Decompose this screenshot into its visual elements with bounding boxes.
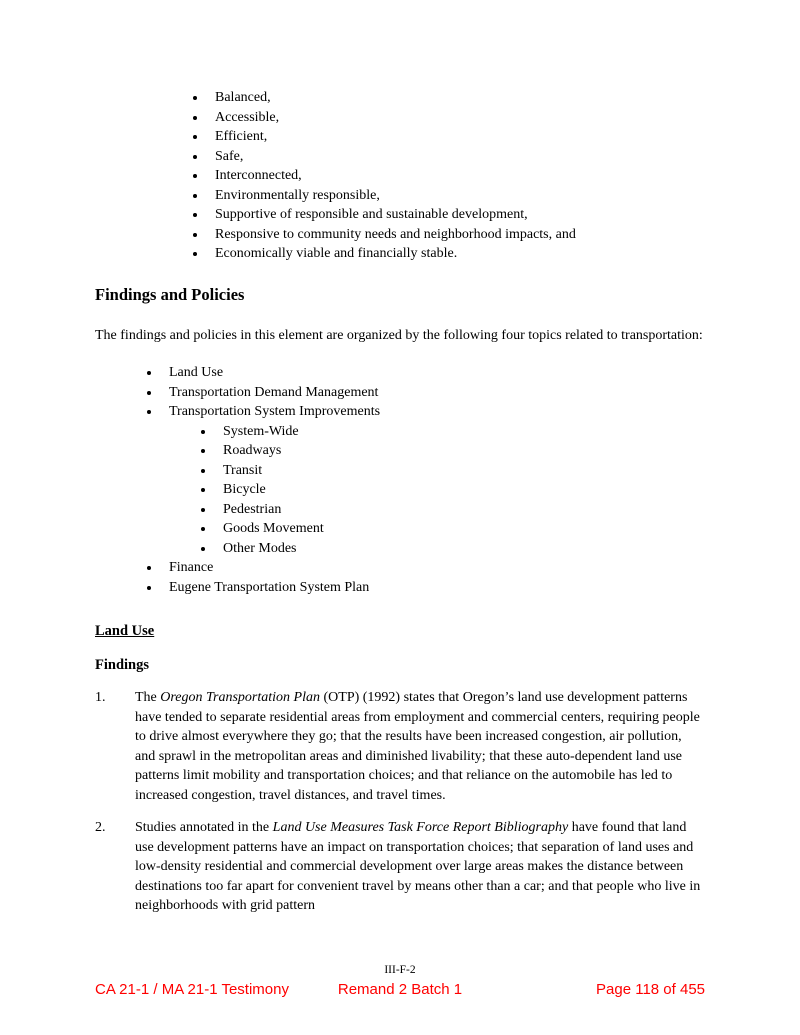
topics-list [95,363,705,597]
list-item: • Economically viable and financially stable. [207,244,705,264]
subtopic-item: • Pedestrian [215,500,705,520]
land-use-heading: Land Use [95,623,155,639]
finding-item-1 [95,688,705,805]
page-footer [95,963,705,999]
values-list [95,88,705,264]
finding-text-post: have found that land use development patterns have an impact on transportation choices; that separation of land uses and low-density residential and commercial development over large areas makes the distance between destinations too far apart for convenient travel by means other than a car; and that people who live in neighborhoods with grid pattern [135,820,701,913]
list-item: • Responsive to community needs and neighborhood impacts, and [207,225,705,245]
list-item: • Supportive of responsible and sustainable development, [207,205,705,225]
findings-and-policies-heading: Findings and Policies [95,284,245,304]
subtopic-item: • Other Modes [215,539,705,559]
finding-text-italic: Oregon Transportation Plan [160,690,320,705]
finding-number: 1. [95,690,106,705]
topic-label: Transportation System Improvements [169,404,381,419]
finding-text-italic: Land Use Measures Task Force Report Bibliography [272,820,569,835]
topic-item: • Transportation Demand Management [161,383,705,403]
subtopic-item: • Transit [215,461,705,481]
subtopic-item: • Bicycle [215,480,705,500]
finding-text [135,818,705,916]
list-item: • Accessible, [207,108,705,128]
finding-text-pre: Studies annotated in the [135,820,273,835]
list-item: • Efficient, [207,127,705,147]
finding-text-post: (OTP) (1992) states that Oregon’s land use development patterns have tended to separate residential areas from employment and commercial centers, requiring people to drive almost everywhere they go; that the results have been increased congestion, air pollution, and sprawl in the metropolitan areas and diminished livability; that these auto-dependent land use patterns limit mobility and transportation choices; and that reliance on the automobile has led to increased congestion, travel distances, and travel times. [135,690,700,803]
subtopic-item: • Roadways [215,441,705,461]
finding-text [135,688,705,805]
topic-item: • Eugene Transportation System Plan [161,578,705,598]
topic-item [161,402,705,558]
stamp-batch-label: Remand 2 Batch 1 [337,981,463,998]
page-number: III-F-2 [384,964,416,976]
subtopics-list [169,422,705,559]
finding-text-pre: The [135,690,161,705]
stamp-testimony-label: CA 21-1 / MA 21-1 Testimony [95,981,289,998]
bates-stamp-row [95,981,705,999]
intro-paragraph: The findings and policies in this element are organized by the following four topics related to transportation: [95,327,703,343]
list-item: • Safe, [207,147,705,167]
topic-item: • Land Use [161,363,705,383]
list-item: • Environmentally responsible, [207,186,705,206]
finding-item-2 [95,818,705,916]
topic-item: • Finance [161,558,705,578]
list-item: • Balanced, [207,88,705,108]
findings-subheading: Findings [95,657,149,673]
list-item: • Interconnected, [207,166,705,186]
finding-number: 2. [95,820,106,835]
subtopic-item: • System-Wide [215,422,705,442]
stamp-page-count: Page 118 of 455 [596,981,705,998]
subtopic-item: • Goods Movement [215,519,705,539]
